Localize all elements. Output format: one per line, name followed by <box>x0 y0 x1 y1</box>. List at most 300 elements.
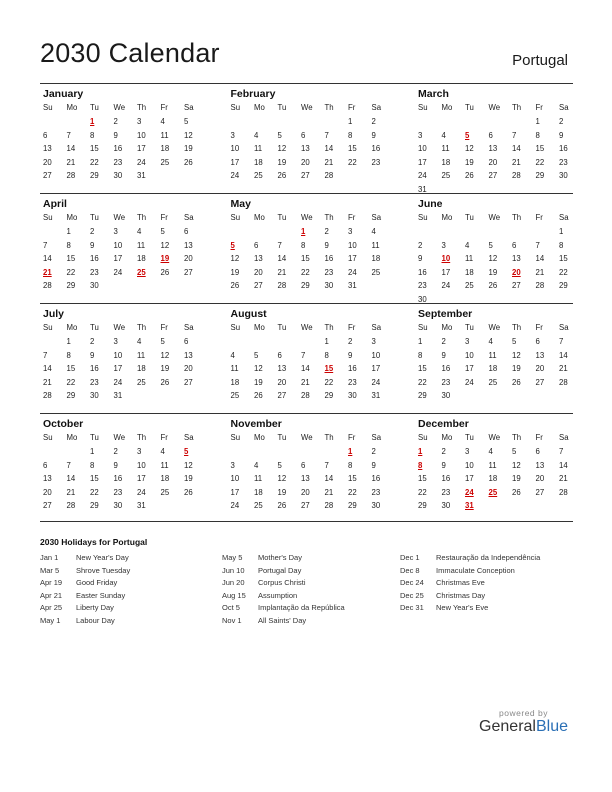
day-cell: 21 <box>301 377 310 387</box>
day-cell: 23 <box>90 267 99 277</box>
month-name: February <box>230 88 276 100</box>
day-cell: 30 <box>348 391 357 400</box>
day-cell: 1 <box>535 117 540 126</box>
holiday-day: 1 <box>348 447 353 456</box>
weekday-label: Mo <box>441 103 453 112</box>
day-cell: 21 <box>324 487 334 497</box>
day-cell: 18 <box>137 364 146 373</box>
day-cell: 11 <box>137 350 146 360</box>
weekday-label: Mo <box>66 103 78 112</box>
day-cell: 12 <box>512 350 521 360</box>
month-name: October <box>43 418 84 430</box>
day-cell: 15 <box>418 474 427 483</box>
day-cell: 15 <box>66 364 76 373</box>
empty-day <box>275 225 299 239</box>
day-cell: 2 <box>559 117 564 126</box>
holiday-date: May 1 <box>40 615 61 625</box>
day-cell: 25 <box>254 501 263 510</box>
holiday-day: 5 <box>230 240 235 250</box>
day-cell: 28 <box>324 171 334 180</box>
day-cell: 21 <box>277 267 287 277</box>
day-cell: 6 <box>277 350 282 360</box>
holiday-name: New Year's Day <box>76 553 129 562</box>
month-name: January <box>43 88 84 100</box>
day-cell: 20 <box>43 487 52 497</box>
day-cell: 26 <box>465 171 474 180</box>
day-cell: 11 <box>160 130 169 140</box>
day-cell: 12 <box>184 460 193 470</box>
holiday-item <box>40 615 130 628</box>
weekday-label: Mo <box>254 433 265 442</box>
holiday-name: Implantação da República <box>258 603 345 612</box>
day-cell: 18 <box>465 267 474 277</box>
weekday-label: Fr <box>160 323 168 332</box>
day-cell: 24 <box>441 281 451 290</box>
holiday-name: Corpus Christi <box>258 578 306 587</box>
day-cell: 27 <box>301 501 310 510</box>
weekday-label: Su <box>43 323 53 332</box>
day-cell: 24 <box>465 377 474 387</box>
empty-day <box>486 115 510 129</box>
day-cell: 4 <box>137 227 142 236</box>
day-cell: 13 <box>301 144 310 153</box>
empty-day <box>462 115 486 129</box>
weekday-label: Tu <box>465 103 474 112</box>
month-days-grid <box>415 101 573 196</box>
weekday-label: Su <box>43 103 53 112</box>
day-cell: 25 <box>137 377 146 387</box>
day-cell: 10 <box>348 240 357 250</box>
empty-day <box>462 225 486 239</box>
empty-day <box>40 335 64 349</box>
weekday-label: Sa <box>559 323 569 332</box>
holiday-day: 1 <box>301 227 306 236</box>
month-row <box>40 193 573 303</box>
weekday-label: Th <box>324 103 334 112</box>
day-cell: 4 <box>488 447 493 456</box>
holiday-name: Christmas Day <box>436 590 486 600</box>
weekday-label: Th <box>512 213 522 222</box>
brand-name-blue: Blue <box>535 718 568 735</box>
day-cell: 4 <box>230 350 235 360</box>
day-cell: 11 <box>254 144 263 153</box>
holiday-date: Dec 1 <box>400 553 420 562</box>
day-cell: 19 <box>160 364 170 373</box>
day-cell: 10 <box>465 460 474 470</box>
weekday-label: Tu <box>465 213 474 222</box>
day-cell: 13 <box>184 240 193 250</box>
holiday-item <box>400 577 540 590</box>
month-name: November <box>230 418 282 430</box>
day-cell: 2 <box>348 337 353 346</box>
weekday-label: Mo <box>441 323 453 332</box>
day-cell: 29 <box>66 391 76 400</box>
weekday-label: Tu <box>90 103 99 112</box>
day-cell: 13 <box>535 350 545 360</box>
day-cell: 13 <box>488 144 498 153</box>
weekday-label: We <box>301 433 313 442</box>
day-cell: 29 <box>90 171 99 180</box>
day-cell: 26 <box>184 157 193 167</box>
day-cell: 19 <box>465 157 474 167</box>
day-cell: 10 <box>137 460 146 470</box>
day-cell: 20 <box>43 157 52 167</box>
day-cell: 30 <box>113 171 123 180</box>
day-cell: 12 <box>230 254 240 263</box>
day-cell: 8 <box>90 460 95 470</box>
day-cell: 2 <box>418 240 423 250</box>
weekday-label: Su <box>418 103 428 112</box>
page-title: 2030 Calendar <box>40 38 220 68</box>
holiday-item <box>40 590 130 603</box>
day-cell: 13 <box>512 254 521 263</box>
day-cell: 3 <box>371 337 376 346</box>
empty-day <box>251 225 275 239</box>
day-cell: 16 <box>90 254 99 263</box>
day-cell: 8 <box>418 350 423 360</box>
day-cell: 7 <box>277 240 282 250</box>
month-name: December <box>418 418 469 430</box>
day-cell: 21 <box>559 474 568 483</box>
weekday-label: Tu <box>465 323 474 332</box>
empty-day <box>251 445 275 459</box>
month-days-grid <box>228 101 386 183</box>
day-cell: 17 <box>230 157 240 167</box>
day-cell: 24 <box>371 377 381 387</box>
day-cell: 17 <box>348 254 357 263</box>
day-cell: 15 <box>348 144 357 153</box>
weekday-label: Mo <box>254 323 265 332</box>
holiday-day: 5 <box>184 447 189 456</box>
day-cell: 4 <box>160 117 165 126</box>
empty-day <box>275 335 299 349</box>
day-cell: 19 <box>184 474 193 483</box>
holiday-name: Mother's Day <box>258 553 302 562</box>
day-cell: 8 <box>324 350 329 360</box>
empty-day <box>298 335 322 349</box>
day-cell: 12 <box>512 460 521 470</box>
day-cell: 4 <box>488 337 493 346</box>
holiday-day: 20 <box>512 267 521 277</box>
day-cell: 15 <box>348 474 357 483</box>
day-cell: 23 <box>371 487 381 497</box>
day-cell: 24 <box>113 267 123 277</box>
day-cell: 20 <box>535 364 545 373</box>
day-cell: 1 <box>348 117 353 126</box>
holiday-date: Apr 25 <box>40 603 63 612</box>
day-cell: 26 <box>160 267 170 277</box>
day-cell: 12 <box>184 130 193 140</box>
day-cell: 17 <box>465 364 474 373</box>
day-cell: 8 <box>348 130 353 140</box>
day-cell: 6 <box>184 337 189 346</box>
weekday-label: Su <box>418 433 428 442</box>
weekday-label: Tu <box>90 323 99 332</box>
holiday-date: Dec 8 <box>400 565 420 575</box>
day-cell: 16 <box>371 144 381 153</box>
month-days-grid <box>40 321 198 403</box>
day-cell: 11 <box>230 364 239 373</box>
day-cell: 26 <box>512 487 521 497</box>
day-cell: 15 <box>90 144 99 153</box>
weekday-label: Tu <box>90 213 99 222</box>
weekday-label: Su <box>230 323 241 332</box>
day-cell: 16 <box>441 474 451 483</box>
day-cell: 8 <box>348 460 353 470</box>
holidays-column <box>222 552 345 627</box>
day-cell: 22 <box>418 377 427 387</box>
day-cell: 1 <box>66 227 71 236</box>
weekday-label: Su <box>43 433 53 442</box>
day-cell: 30 <box>90 391 99 400</box>
day-cell: 18 <box>160 474 170 483</box>
day-cell: 29 <box>535 171 545 180</box>
day-cell: 6 <box>512 240 517 250</box>
holiday-item <box>222 590 345 603</box>
country-name: Portugal <box>512 52 568 69</box>
day-cell: 6 <box>254 240 259 250</box>
day-cell: 10 <box>465 350 474 360</box>
day-cell: 14 <box>66 474 76 483</box>
day-cell: 31 <box>113 391 123 400</box>
day-cell: 3 <box>113 337 118 346</box>
holiday-date: Jan 1 <box>40 553 59 562</box>
day-cell: 27 <box>43 501 52 510</box>
weekday-label: Su <box>43 213 53 222</box>
day-cell: 4 <box>254 460 259 470</box>
empty-day <box>415 115 439 129</box>
holiday-date: Dec 24 <box>400 578 424 587</box>
day-cell: 18 <box>488 474 498 483</box>
day-cell: 9 <box>441 350 446 360</box>
day-cell: 15 <box>535 144 545 153</box>
day-cell: 9 <box>348 350 353 360</box>
month-name: April <box>43 198 67 210</box>
day-cell: 27 <box>43 171 52 180</box>
day-cell: 2 <box>113 447 118 456</box>
day-cell: 9 <box>418 254 423 263</box>
day-cell: 28 <box>277 281 287 290</box>
day-cell: 17 <box>465 474 474 483</box>
day-cell: 25 <box>488 377 498 387</box>
day-cell: 23 <box>441 487 451 497</box>
month-february <box>228 84 386 193</box>
day-cell: 15 <box>90 474 99 483</box>
holiday-date: Dec 25 <box>400 590 424 600</box>
holiday-name: All Saints' Day <box>258 615 307 625</box>
day-cell: 30 <box>441 391 451 400</box>
day-cell: 7 <box>324 130 329 140</box>
day-cell: 23 <box>441 377 451 387</box>
month-june <box>415 194 573 303</box>
day-cell: 18 <box>230 377 240 387</box>
empty-day <box>322 115 346 129</box>
empty-day <box>64 445 88 459</box>
day-cell: 28 <box>43 391 52 400</box>
day-cell: 22 <box>90 157 99 167</box>
holiday-name: Assumption <box>258 590 298 600</box>
day-cell: 9 <box>559 130 564 140</box>
day-cell: 24 <box>230 501 240 510</box>
holiday-item <box>222 602 345 615</box>
brand-name-general: General <box>479 718 536 735</box>
holiday-item <box>40 577 130 590</box>
day-cell: 25 <box>465 281 474 290</box>
day-cell: 26 <box>184 487 193 497</box>
day-cell: 14 <box>43 254 52 263</box>
holiday-name: New Year's Eve <box>436 603 489 612</box>
day-cell: 26 <box>160 377 170 387</box>
weekday-label: Fr <box>348 213 356 222</box>
weekday-label: Sa <box>184 213 194 222</box>
day-cell: 20 <box>184 254 193 263</box>
day-cell: 9 <box>90 240 95 250</box>
day-cell: 28 <box>559 377 568 387</box>
month-name: July <box>43 308 65 320</box>
month-row <box>40 303 573 413</box>
day-cell: 24 <box>348 267 357 277</box>
day-cell: 8 <box>90 130 95 140</box>
holidays-title: 2030 Holidays for Portugal <box>40 537 148 547</box>
weekday-label: Su <box>418 323 428 332</box>
day-cell: 17 <box>137 474 146 483</box>
empty-day <box>40 115 64 129</box>
day-cell: 4 <box>465 240 470 250</box>
holidays-column <box>400 552 540 615</box>
weekday-label: Sa <box>371 103 382 112</box>
day-cell: 21 <box>535 267 545 277</box>
day-cell: 27 <box>277 391 287 400</box>
weekday-label: Fr <box>535 433 543 442</box>
empty-day <box>509 115 533 129</box>
empty-day <box>228 115 252 129</box>
brand-name <box>479 718 568 736</box>
day-cell: 16 <box>559 144 568 153</box>
day-cell: 8 <box>535 130 540 140</box>
day-cell: 28 <box>66 501 76 510</box>
day-cell: 7 <box>324 460 329 470</box>
day-cell: 16 <box>324 254 334 263</box>
day-cell: 10 <box>230 474 240 483</box>
day-cell: 19 <box>254 377 263 387</box>
day-cell: 30 <box>113 501 123 510</box>
holiday-day: 24 <box>465 487 474 497</box>
weekday-label: Sa <box>371 433 382 442</box>
weekday-label: We <box>488 323 501 332</box>
holiday-name: Immaculate Conception <box>436 565 515 575</box>
empty-day <box>322 445 346 459</box>
day-cell: 22 <box>90 487 99 497</box>
holiday-name: Restauração da Independência <box>436 553 541 562</box>
holiday-name: Shrove Tuesday <box>76 565 131 575</box>
day-cell: 6 <box>184 227 189 236</box>
weekday-label: We <box>488 103 501 112</box>
day-cell: 2 <box>90 337 95 346</box>
weekday-label: Sa <box>559 433 569 442</box>
day-cell: 12 <box>254 364 263 373</box>
day-cell: 6 <box>301 130 306 140</box>
day-cell: 15 <box>418 364 427 373</box>
day-cell: 14 <box>43 364 52 373</box>
day-cell: 12 <box>277 474 287 483</box>
weekday-label: Mo <box>441 433 453 442</box>
day-cell: 23 <box>90 377 99 387</box>
day-cell: 17 <box>113 254 123 263</box>
month-days-grid <box>40 431 198 513</box>
day-cell: 18 <box>137 254 146 263</box>
day-cell: 29 <box>418 391 427 400</box>
day-cell: 4 <box>441 130 446 140</box>
day-cell: 14 <box>512 144 521 153</box>
weekday-label: Sa <box>559 213 569 222</box>
day-cell: 24 <box>137 487 146 497</box>
day-cell: 31 <box>137 501 146 510</box>
day-cell: 18 <box>254 487 263 497</box>
day-cell: 6 <box>488 130 493 140</box>
month-days-grid <box>40 211 198 293</box>
month-may <box>228 194 386 303</box>
month-november <box>228 414 386 521</box>
day-cell: 16 <box>113 144 123 153</box>
day-cell: 23 <box>324 267 334 277</box>
month-october <box>40 414 198 521</box>
holiday-item <box>40 602 130 615</box>
day-cell: 19 <box>277 487 287 497</box>
empty-day <box>275 115 299 129</box>
empty-day <box>439 115 463 129</box>
empty-day <box>533 225 557 239</box>
day-cell: 6 <box>43 460 48 470</box>
day-cell: 14 <box>324 474 334 483</box>
day-cell: 7 <box>66 460 71 470</box>
weekday-label: Fr <box>160 213 168 222</box>
day-cell: 29 <box>66 281 76 290</box>
holiday-day: 5 <box>465 130 470 140</box>
day-cell: 22 <box>535 157 545 167</box>
day-cell: 28 <box>512 171 521 180</box>
day-cell: 26 <box>488 281 498 290</box>
day-cell: 9 <box>441 460 446 470</box>
weekday-label: Fr <box>160 103 168 112</box>
day-cell: 15 <box>66 254 76 263</box>
day-cell: 11 <box>441 144 450 153</box>
day-cell: 2 <box>371 447 376 456</box>
day-cell: 29 <box>559 281 568 290</box>
day-cell: 11 <box>137 240 146 250</box>
day-cell: 26 <box>230 281 240 290</box>
holiday-item <box>400 602 540 615</box>
holiday-day: 31 <box>465 501 474 510</box>
day-cell: 27 <box>184 377 193 387</box>
day-cell: 27 <box>488 171 498 180</box>
day-cell: 5 <box>512 447 517 456</box>
weekday-label: Th <box>512 323 522 332</box>
day-cell: 11 <box>160 460 169 470</box>
day-cell: 6 <box>301 460 306 470</box>
month-august <box>228 304 386 413</box>
holiday-date: Mar 5 <box>40 565 60 575</box>
day-cell: 28 <box>559 487 568 497</box>
day-cell: 23 <box>113 157 123 167</box>
months-grid <box>40 83 573 522</box>
day-cell: 27 <box>535 487 545 497</box>
holiday-date: Apr 21 <box>40 590 63 600</box>
holiday-item <box>400 552 540 565</box>
weekday-label: Tu <box>465 433 474 442</box>
day-cell: 21 <box>324 157 334 167</box>
day-cell: 2 <box>90 227 95 236</box>
day-cell: 20 <box>301 157 310 167</box>
